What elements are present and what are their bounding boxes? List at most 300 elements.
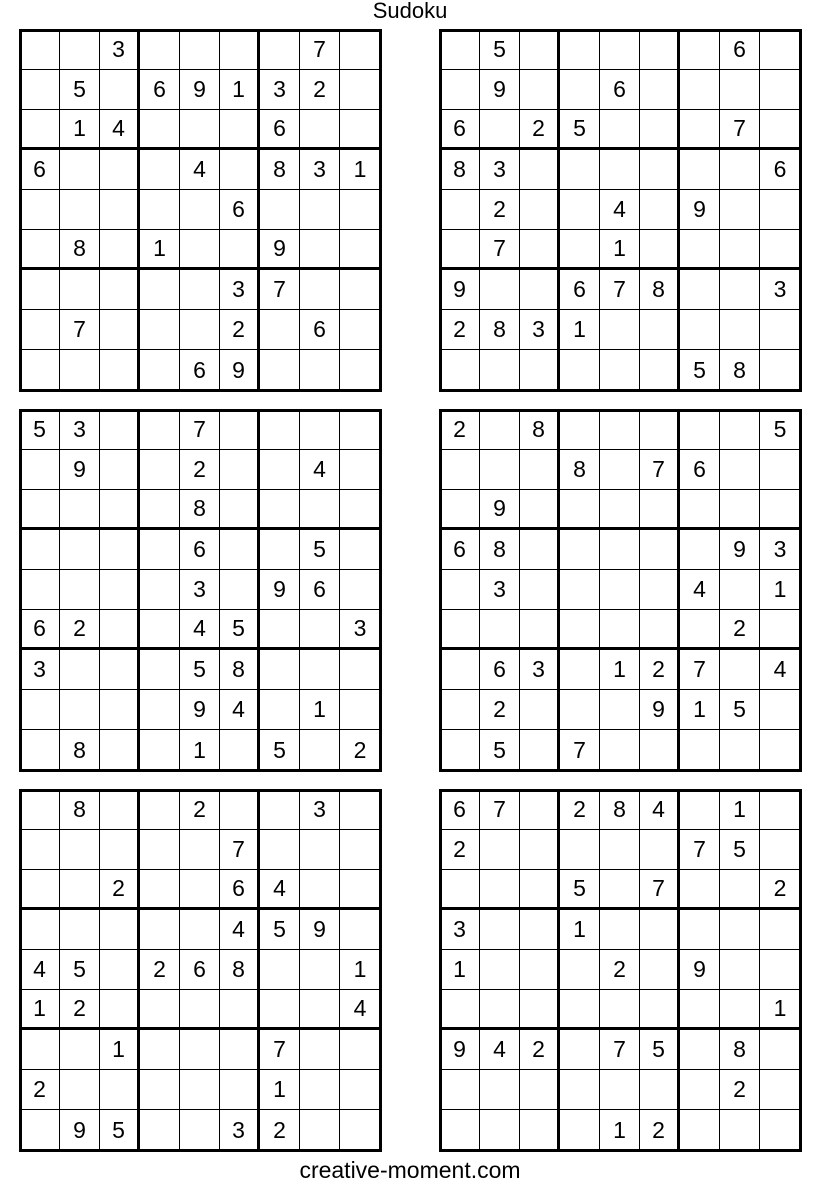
sudoku-cell[interactable]: 6	[20, 610, 60, 650]
sudoku-cell[interactable]: 3	[760, 530, 800, 570]
sudoku-cell[interactable]	[520, 70, 560, 110]
sudoku-cell[interactable]: 7	[680, 830, 720, 870]
sudoku-cell[interactable]	[680, 410, 720, 450]
sudoku-cell[interactable]	[100, 350, 140, 390]
sudoku-cell[interactable]	[560, 530, 600, 570]
sudoku-cell[interactable]	[180, 230, 220, 270]
sudoku-cell[interactable]	[60, 190, 100, 230]
sudoku-cell[interactable]	[60, 650, 100, 690]
sudoku-cell[interactable]	[640, 730, 680, 770]
sudoku-cell[interactable]	[760, 70, 800, 110]
sudoku-cell[interactable]: 5	[20, 410, 60, 450]
sudoku-cell[interactable]: 7	[180, 410, 220, 450]
sudoku-cell[interactable]	[600, 1070, 640, 1110]
sudoku-cell[interactable]	[520, 870, 560, 910]
sudoku-cell[interactable]	[440, 450, 480, 490]
sudoku-cell[interactable]: 9	[720, 530, 760, 570]
sudoku-cell[interactable]: 2	[180, 450, 220, 490]
sudoku-cell[interactable]	[520, 790, 560, 830]
sudoku-cell[interactable]: 4	[220, 910, 260, 950]
sudoku-cell[interactable]: 5	[220, 610, 260, 650]
sudoku-cell[interactable]	[680, 70, 720, 110]
sudoku-cell[interactable]	[100, 730, 140, 770]
sudoku-cell[interactable]: 2	[720, 610, 760, 650]
sudoku-cell[interactable]	[760, 490, 800, 530]
sudoku-cell[interactable]	[560, 410, 600, 450]
sudoku-cell[interactable]: 9	[260, 230, 300, 270]
sudoku-cell[interactable]	[640, 350, 680, 390]
sudoku-cell[interactable]: 3	[260, 70, 300, 110]
sudoku-cell[interactable]	[260, 30, 300, 70]
sudoku-cell[interactable]	[340, 570, 380, 610]
sudoku-cell[interactable]	[60, 350, 100, 390]
sudoku-cell[interactable]: 2	[353, 736, 367, 763]
sudoku-cell[interactable]: 9	[440, 270, 480, 310]
sudoku-cell[interactable]	[680, 1070, 720, 1110]
sudoku-cell[interactable]	[60, 530, 100, 570]
sudoku-cell[interactable]	[300, 730, 340, 770]
sudoku-cell[interactable]: 6	[560, 270, 600, 310]
sudoku-cell[interactable]: 4	[760, 650, 800, 690]
sudoku-cell[interactable]	[520, 610, 560, 650]
sudoku-cell[interactable]	[140, 350, 180, 390]
sudoku-cell[interactable]: 8	[480, 310, 520, 350]
sudoku-cell[interactable]	[520, 730, 560, 770]
sudoku-cell[interactable]: 8	[600, 790, 640, 830]
sudoku-cell[interactable]	[260, 190, 300, 230]
sudoku-cell[interactable]	[140, 570, 180, 610]
sudoku-cell[interactable]	[220, 490, 260, 530]
sudoku-cell[interactable]	[480, 830, 520, 870]
sudoku-cell[interactable]: 7	[300, 30, 340, 70]
sudoku-cell[interactable]: 4	[640, 790, 680, 830]
sudoku-cell[interactable]	[560, 30, 600, 70]
sudoku-cell[interactable]: 2	[100, 870, 140, 910]
sudoku-cell[interactable]	[680, 790, 720, 830]
sudoku-cell[interactable]	[180, 870, 220, 910]
sudoku-cell[interactable]	[480, 450, 520, 490]
sudoku-cell[interactable]: 1	[760, 570, 800, 610]
sudoku-cell[interactable]: 9	[180, 690, 220, 730]
sudoku-cell[interactable]	[300, 230, 340, 270]
sudoku-cell[interactable]	[720, 490, 760, 530]
sudoku-cell[interactable]: 6	[140, 70, 180, 110]
sudoku-cell[interactable]: 8	[220, 650, 260, 690]
sudoku-cell[interactable]	[680, 730, 720, 770]
sudoku-cell[interactable]: 8	[220, 950, 260, 990]
sudoku-cell[interactable]: 1	[260, 1070, 300, 1110]
sudoku-cell[interactable]: 2	[300, 70, 340, 110]
sudoku-cell[interactable]: 2	[640, 650, 680, 690]
sudoku-cell[interactable]	[260, 990, 300, 1030]
sudoku-cell[interactable]	[440, 1070, 480, 1110]
sudoku-cell[interactable]	[340, 350, 380, 390]
sudoku-cell[interactable]	[260, 350, 300, 390]
sudoku-cell[interactable]	[520, 490, 560, 530]
sudoku-cell[interactable]	[140, 790, 180, 830]
sudoku-cell[interactable]	[680, 110, 720, 150]
sudoku-cell[interactable]	[140, 610, 180, 650]
sudoku-cell[interactable]: 8	[720, 1030, 760, 1070]
sudoku-cell[interactable]	[220, 790, 260, 830]
sudoku-cell[interactable]	[520, 30, 560, 70]
sudoku-cell[interactable]	[20, 830, 60, 870]
sudoku-cell[interactable]	[480, 110, 520, 150]
sudoku-cell[interactable]: 4	[100, 110, 140, 150]
sudoku-cell[interactable]	[440, 350, 480, 390]
sudoku-cell[interactable]: 4	[20, 950, 60, 990]
sudoku-cell[interactable]: 5	[480, 730, 520, 770]
sudoku-cell[interactable]: 3	[20, 650, 60, 690]
sudoku-cell[interactable]	[220, 570, 260, 610]
sudoku-cell[interactable]: 1	[140, 230, 180, 270]
sudoku-cell[interactable]	[600, 490, 640, 530]
sudoku-cell[interactable]: 3	[220, 1110, 260, 1150]
sudoku-cell[interactable]	[640, 950, 680, 990]
sudoku-cell[interactable]: 9	[60, 1110, 100, 1150]
sudoku-cell[interactable]: 2	[520, 1030, 560, 1070]
sudoku-cell[interactable]	[440, 190, 480, 230]
sudoku-cell[interactable]	[340, 1070, 380, 1110]
sudoku-cell[interactable]	[140, 990, 180, 1030]
sudoku-cell[interactable]	[560, 610, 600, 650]
sudoku-cell[interactable]	[140, 690, 180, 730]
sudoku-cell[interactable]: 1	[600, 230, 640, 270]
sudoku-cell[interactable]	[260, 610, 300, 650]
sudoku-cell[interactable]	[720, 910, 760, 950]
sudoku-cell[interactable]	[300, 110, 340, 150]
sudoku-cell[interactable]	[520, 350, 560, 390]
sudoku-cell[interactable]: 3	[520, 310, 560, 350]
sudoku-cell[interactable]	[480, 950, 520, 990]
sudoku-cell[interactable]: 5	[100, 1110, 140, 1150]
sudoku-cell[interactable]: 4	[300, 450, 340, 490]
sudoku-cell[interactable]: 4	[260, 870, 300, 910]
sudoku-cell[interactable]: 7	[600, 270, 640, 310]
sudoku-cell[interactable]	[680, 310, 720, 350]
sudoku-cell[interactable]: 8	[560, 450, 600, 490]
sudoku-cell[interactable]	[440, 70, 480, 110]
sudoku-cell[interactable]	[680, 1030, 720, 1070]
sudoku-cell[interactable]	[600, 150, 640, 190]
sudoku-cell[interactable]	[440, 650, 480, 690]
sudoku-cell[interactable]	[600, 30, 640, 70]
sudoku-cell[interactable]	[340, 70, 380, 110]
sudoku-cell[interactable]: 9	[440, 1030, 480, 1070]
sudoku-cell[interactable]	[600, 690, 640, 730]
sudoku-cell[interactable]	[140, 450, 180, 490]
sudoku-cell[interactable]	[300, 1070, 340, 1110]
sudoku-cell[interactable]	[720, 150, 760, 190]
sudoku-cell[interactable]: 2	[480, 690, 520, 730]
sudoku-cell[interactable]: 5	[720, 830, 760, 870]
sudoku-cell[interactable]: 7	[260, 1030, 300, 1070]
sudoku-cell[interactable]: 6	[440, 530, 480, 570]
sudoku-cell[interactable]	[640, 490, 680, 530]
sudoku-cell[interactable]	[60, 150, 100, 190]
sudoku-cell[interactable]: 6	[600, 70, 640, 110]
sudoku-cell[interactable]	[720, 570, 760, 610]
sudoku-cell[interactable]	[760, 350, 800, 390]
sudoku-cell[interactable]	[560, 690, 600, 730]
sudoku-cell[interactable]	[60, 830, 100, 870]
sudoku-cell[interactable]	[720, 70, 760, 110]
sudoku-cell[interactable]: 7	[60, 310, 100, 350]
sudoku-cell[interactable]: 1	[100, 1030, 140, 1070]
sudoku-cell[interactable]	[60, 270, 100, 310]
sudoku-cell[interactable]	[720, 310, 760, 350]
sudoku-cell[interactable]	[340, 1030, 380, 1070]
sudoku-cell[interactable]	[260, 650, 300, 690]
sudoku-cell[interactable]	[480, 1070, 520, 1110]
sudoku-cell[interactable]	[560, 490, 600, 530]
sudoku-cell[interactable]: 8	[440, 150, 480, 190]
sudoku-cell[interactable]	[140, 310, 180, 350]
sudoku-cell[interactable]	[480, 610, 520, 650]
sudoku-cell[interactable]	[480, 1110, 520, 1150]
sudoku-cell[interactable]	[480, 910, 520, 950]
sudoku-cell[interactable]: 5	[560, 110, 600, 150]
sudoku-cell[interactable]: 7	[560, 730, 600, 770]
sudoku-cell[interactable]	[60, 690, 100, 730]
sudoku-cell[interactable]	[20, 490, 60, 530]
sudoku-cell[interactable]: 6	[220, 870, 260, 910]
sudoku-cell[interactable]: 3	[100, 30, 140, 70]
sudoku-cell[interactable]	[20, 1030, 60, 1070]
sudoku-cell[interactable]	[340, 530, 380, 570]
sudoku-cell[interactable]	[640, 1070, 680, 1110]
sudoku-cell[interactable]	[760, 1110, 800, 1150]
sudoku-cell[interactable]: 5	[260, 910, 300, 950]
sudoku-cell[interactable]	[340, 190, 380, 230]
sudoku-cell[interactable]	[560, 350, 600, 390]
sudoku-cell[interactable]: 1	[300, 690, 340, 730]
sudoku-cell[interactable]	[260, 690, 300, 730]
sudoku-cell[interactable]	[480, 350, 520, 390]
sudoku-cell[interactable]	[100, 990, 140, 1030]
sudoku-cell[interactable]	[560, 1070, 600, 1110]
sudoku-cell[interactable]	[680, 530, 720, 570]
sudoku-cell[interactable]: 3	[220, 270, 260, 310]
sudoku-cell[interactable]	[300, 870, 340, 910]
sudoku-cell[interactable]	[20, 730, 60, 770]
sudoku-cell[interactable]: 2	[720, 1070, 760, 1110]
sudoku-cell[interactable]	[180, 190, 220, 230]
sudoku-cell[interactable]	[760, 830, 800, 870]
sudoku-cell[interactable]	[20, 570, 60, 610]
sudoku-cell[interactable]	[760, 190, 800, 230]
sudoku-cell[interactable]: 1	[60, 110, 100, 150]
sudoku-cell[interactable]	[440, 690, 480, 730]
sudoku-cell[interactable]	[640, 310, 680, 350]
sudoku-cell[interactable]	[180, 310, 220, 350]
sudoku-cell[interactable]	[100, 190, 140, 230]
sudoku-cell[interactable]: 6	[680, 450, 720, 490]
sudoku-cell[interactable]	[220, 410, 260, 450]
sudoku-cell[interactable]	[180, 990, 220, 1030]
sudoku-cell[interactable]	[140, 730, 180, 770]
sudoku-cell[interactable]: 5	[720, 690, 760, 730]
sudoku-cell[interactable]	[20, 1110, 60, 1150]
sudoku-cell[interactable]	[100, 1070, 140, 1110]
sudoku-cell[interactable]	[60, 490, 100, 530]
sudoku-cell[interactable]	[140, 190, 180, 230]
sudoku-cell[interactable]	[560, 950, 600, 990]
sudoku-cell[interactable]	[20, 310, 60, 350]
sudoku-cell[interactable]	[340, 230, 380, 270]
sudoku-cell[interactable]: 9	[680, 190, 720, 230]
sudoku-cell[interactable]	[340, 790, 380, 830]
sudoku-cell[interactable]: 6	[300, 570, 340, 610]
sudoku-cell[interactable]	[640, 830, 680, 870]
sudoku-cell[interactable]	[300, 1030, 340, 1070]
sudoku-cell[interactable]: 9	[480, 490, 520, 530]
sudoku-cell[interactable]	[20, 70, 60, 110]
sudoku-cell[interactable]	[520, 910, 560, 950]
sudoku-cell[interactable]: 6	[440, 110, 480, 150]
sudoku-cell[interactable]	[180, 1110, 220, 1150]
sudoku-cell[interactable]	[720, 950, 760, 990]
sudoku-cell[interactable]	[100, 610, 140, 650]
sudoku-cell[interactable]	[180, 830, 220, 870]
sudoku-cell[interactable]: 1	[440, 950, 480, 990]
sudoku-cell[interactable]: 4	[600, 190, 640, 230]
sudoku-cell[interactable]	[100, 490, 140, 530]
sudoku-cell[interactable]: 2	[480, 190, 520, 230]
sudoku-cell[interactable]: 6	[760, 150, 800, 190]
sudoku-cell[interactable]: 4	[220, 690, 260, 730]
sudoku-cell[interactable]: 6	[180, 950, 220, 990]
sudoku-cell[interactable]	[640, 610, 680, 650]
sudoku-cell[interactable]	[760, 1070, 800, 1110]
sudoku-cell[interactable]	[300, 350, 340, 390]
sudoku-cell[interactable]	[440, 870, 480, 910]
sudoku-cell[interactable]	[760, 950, 800, 990]
sudoku-cell[interactable]	[720, 730, 760, 770]
sudoku-cell[interactable]	[680, 990, 720, 1030]
sudoku-cell[interactable]: 5	[560, 870, 600, 910]
sudoku-cell[interactable]: 7	[720, 110, 760, 150]
sudoku-cell[interactable]	[760, 1030, 800, 1070]
sudoku-cell[interactable]	[720, 410, 760, 450]
sudoku-cell[interactable]	[340, 830, 380, 870]
sudoku-cell[interactable]: 6	[20, 150, 60, 190]
sudoku-cell[interactable]: 4	[340, 990, 380, 1030]
sudoku-cell[interactable]: 9	[300, 910, 340, 950]
sudoku-cell[interactable]: 5	[480, 30, 520, 70]
sudoku-cell[interactable]	[140, 910, 180, 950]
sudoku-cell[interactable]: 8	[60, 230, 100, 270]
sudoku-cell[interactable]	[520, 690, 560, 730]
sudoku-cell[interactable]	[340, 310, 380, 350]
sudoku-cell[interactable]	[100, 650, 140, 690]
sudoku-cell[interactable]	[140, 530, 180, 570]
sudoku-cell[interactable]	[220, 450, 260, 490]
sudoku-cell[interactable]	[100, 790, 140, 830]
sudoku-cell[interactable]	[480, 270, 520, 310]
sudoku-cell[interactable]: 3	[300, 790, 340, 830]
sudoku-cell[interactable]	[520, 270, 560, 310]
sudoku-cell[interactable]	[680, 910, 720, 950]
sudoku-cell[interactable]	[300, 650, 340, 690]
sudoku-cell[interactable]	[140, 410, 180, 450]
sudoku-cell[interactable]	[760, 230, 800, 270]
sudoku-cell[interactable]: 9	[640, 690, 680, 730]
sudoku-cell[interactable]	[220, 150, 260, 190]
sudoku-cell[interactable]: 6	[180, 350, 220, 390]
sudoku-cell[interactable]	[600, 990, 640, 1030]
sudoku-cell[interactable]	[440, 490, 480, 530]
sudoku-cell[interactable]	[600, 110, 640, 150]
sudoku-cell[interactable]	[220, 230, 260, 270]
sudoku-cell[interactable]	[520, 450, 560, 490]
sudoku-cell[interactable]	[480, 990, 520, 1030]
sudoku-cell[interactable]	[300, 610, 340, 650]
sudoku-cell[interactable]	[520, 530, 560, 570]
sudoku-cell[interactable]	[180, 1030, 220, 1070]
sudoku-cell[interactable]	[760, 30, 800, 70]
sudoku-cell[interactable]: 7	[600, 1030, 640, 1070]
sudoku-cell[interactable]	[680, 870, 720, 910]
sudoku-cell[interactable]	[100, 230, 140, 270]
sudoku-cell[interactable]	[600, 610, 640, 650]
sudoku-cell[interactable]	[520, 830, 560, 870]
sudoku-cell[interactable]	[560, 230, 600, 270]
sudoku-cell[interactable]	[20, 690, 60, 730]
sudoku-cell[interactable]: 5	[300, 530, 340, 570]
sudoku-cell[interactable]: 1	[600, 1110, 640, 1150]
sudoku-cell[interactable]	[60, 1030, 100, 1070]
sudoku-cell[interactable]: 6	[440, 790, 480, 830]
sudoku-cell[interactable]	[340, 30, 380, 70]
sudoku-cell[interactable]: 3	[60, 410, 100, 450]
sudoku-cell[interactable]: 9	[60, 450, 100, 490]
sudoku-cell[interactable]	[220, 110, 260, 150]
sudoku-cell[interactable]	[640, 530, 680, 570]
sudoku-cell[interactable]: 7	[480, 790, 520, 830]
sudoku-cell[interactable]	[760, 730, 800, 770]
sudoku-cell[interactable]	[560, 650, 600, 690]
sudoku-cell[interactable]	[680, 610, 720, 650]
sudoku-cell[interactable]: 8	[520, 410, 560, 450]
sudoku-cell[interactable]	[60, 570, 100, 610]
sudoku-cell[interactable]	[520, 190, 560, 230]
sudoku-cell[interactable]: 7	[480, 230, 520, 270]
sudoku-cell[interactable]	[600, 450, 640, 490]
sudoku-cell[interactable]: 7	[640, 450, 680, 490]
sudoku-cell[interactable]	[140, 870, 180, 910]
sudoku-cell[interactable]: 2	[220, 310, 260, 350]
sudoku-cell[interactable]	[100, 310, 140, 350]
sudoku-cell[interactable]	[300, 1110, 340, 1150]
sudoku-cell[interactable]	[680, 230, 720, 270]
sudoku-cell[interactable]	[220, 990, 260, 1030]
sudoku-cell[interactable]	[260, 310, 300, 350]
sudoku-cell[interactable]: 8	[180, 490, 220, 530]
sudoku-cell[interactable]	[300, 830, 340, 870]
sudoku-cell[interactable]	[260, 950, 300, 990]
sudoku-cell[interactable]	[100, 830, 140, 870]
sudoku-cell[interactable]: 6	[220, 190, 260, 230]
sudoku-cell[interactable]	[520, 1110, 560, 1150]
sudoku-cell[interactable]: 9	[180, 70, 220, 110]
sudoku-cell[interactable]	[100, 270, 140, 310]
sudoku-cell[interactable]	[480, 410, 520, 450]
sudoku-cell[interactable]	[560, 70, 600, 110]
sudoku-cell[interactable]	[760, 450, 800, 490]
sudoku-cell[interactable]	[640, 990, 680, 1030]
sudoku-cell[interactable]: 8	[260, 150, 300, 190]
